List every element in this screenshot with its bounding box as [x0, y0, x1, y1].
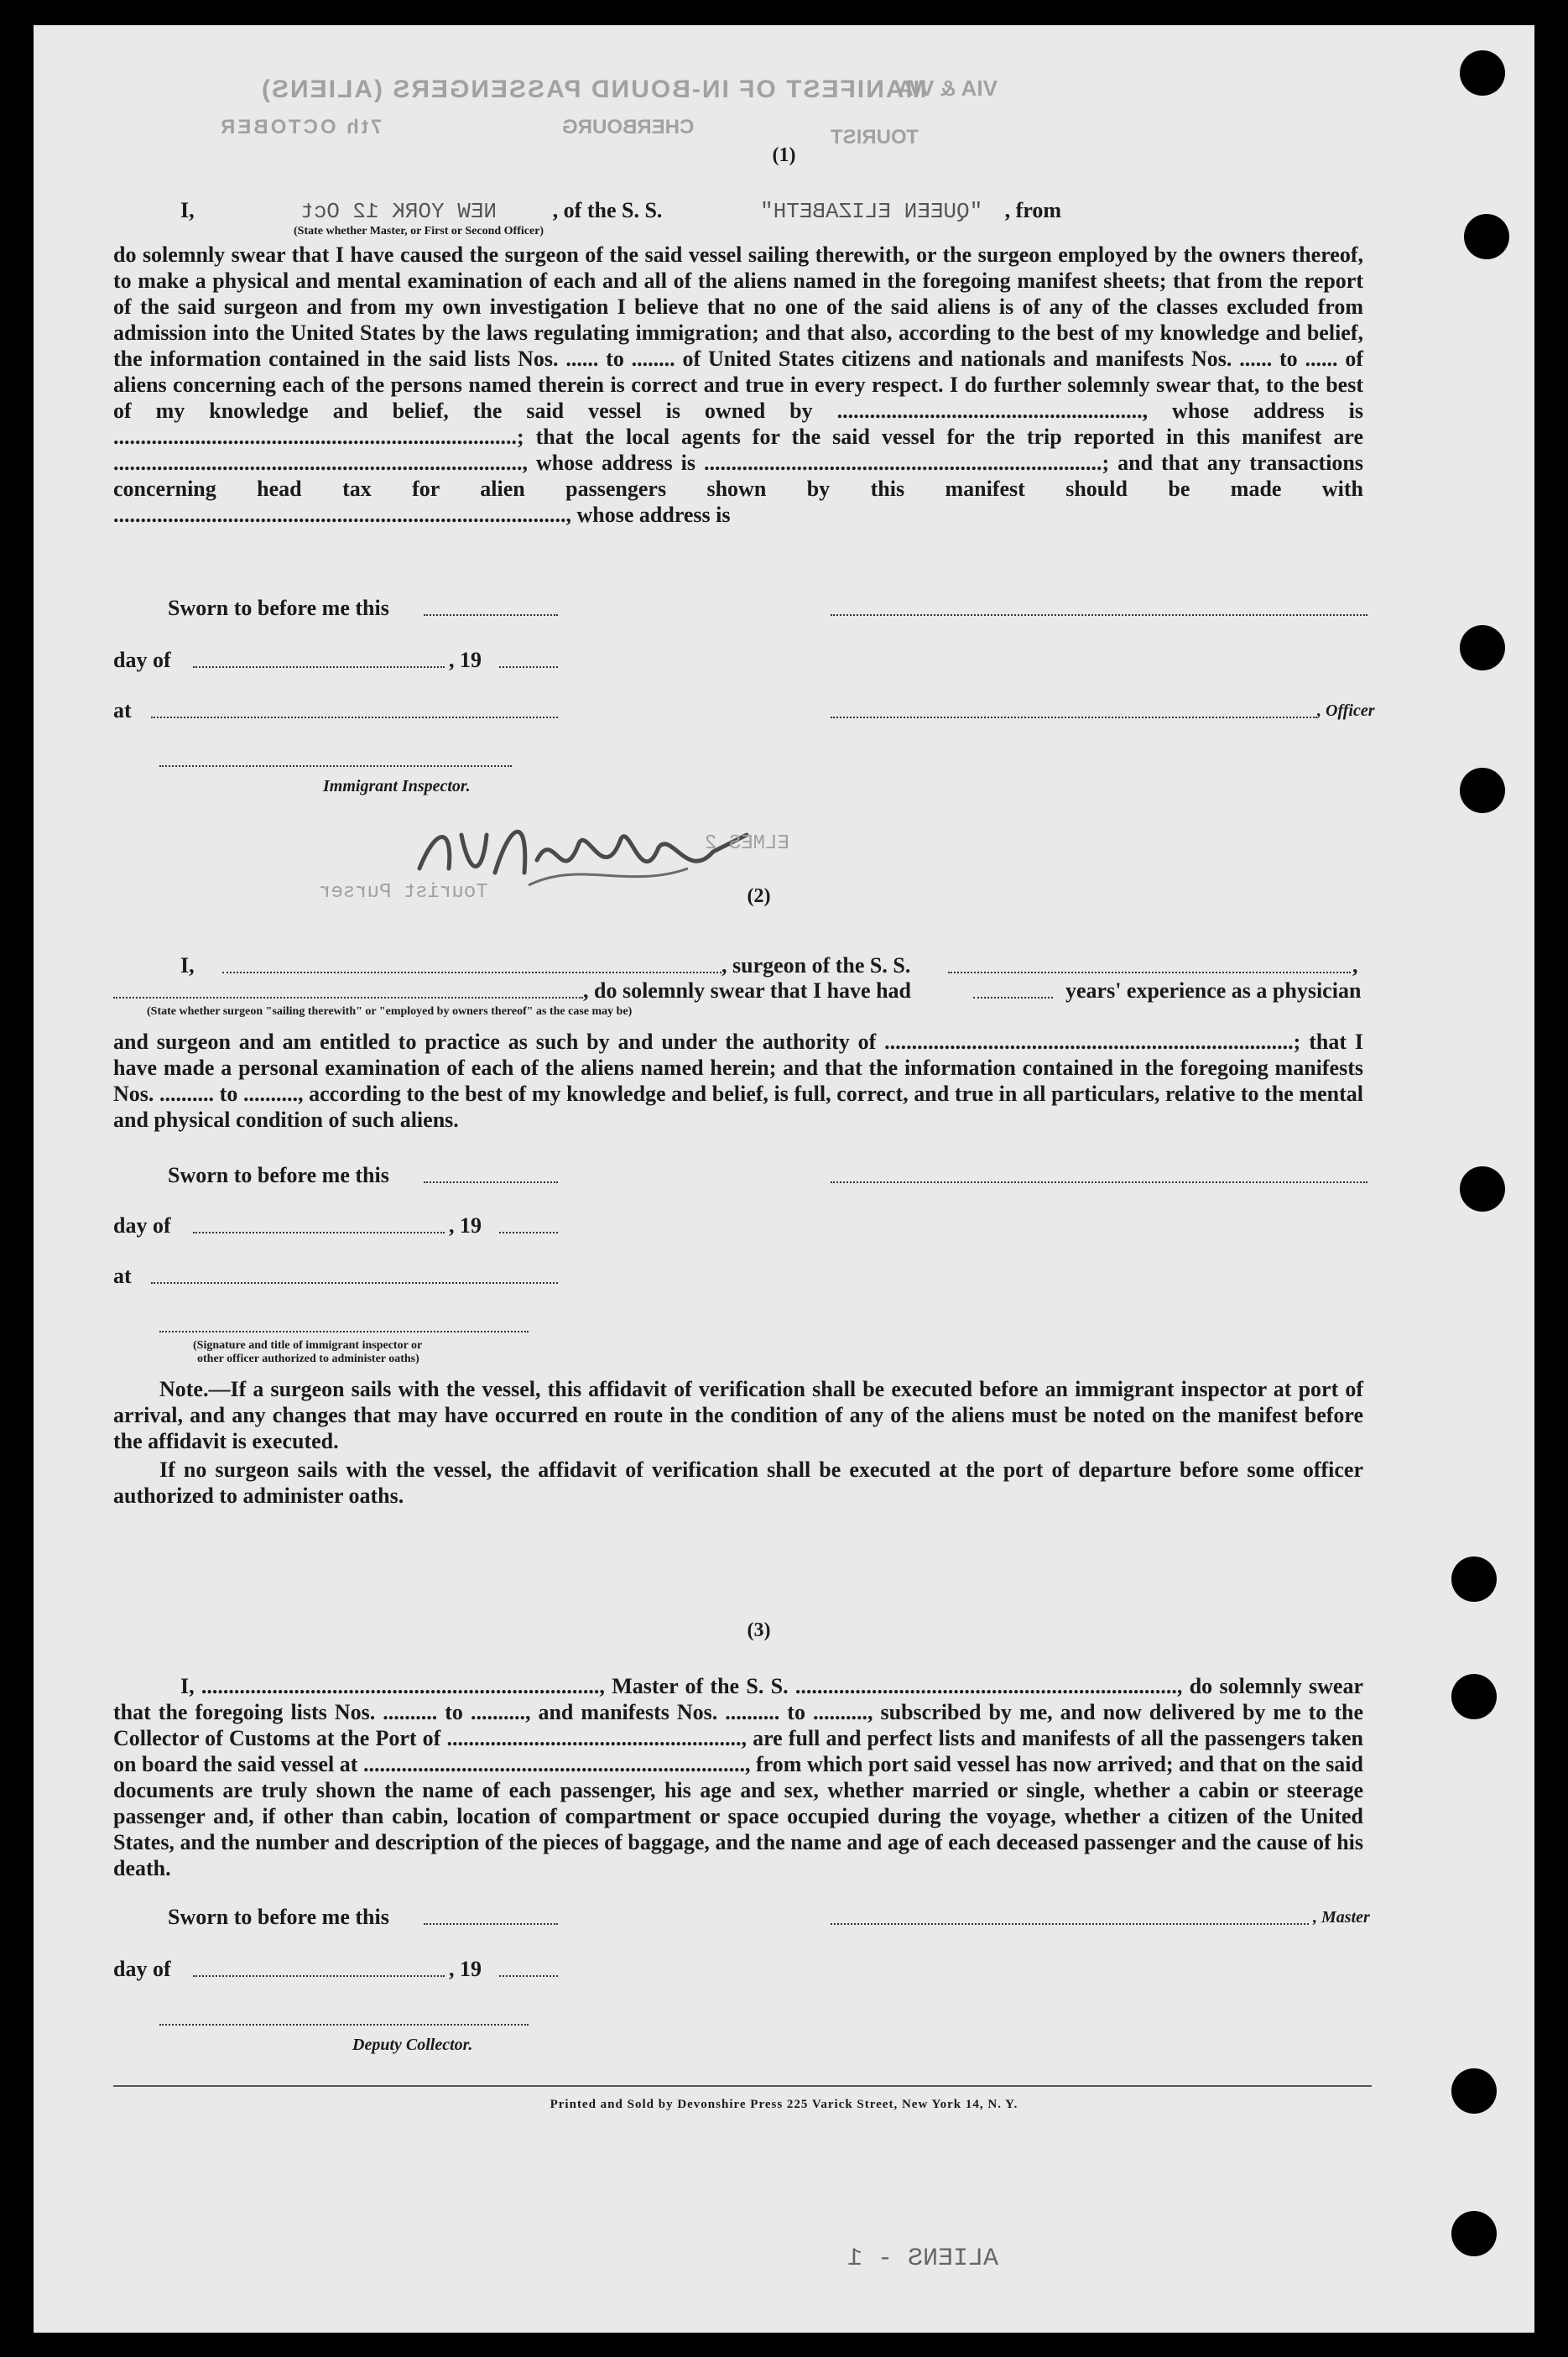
section-2-name-blank [222, 972, 721, 973]
section-2-swear: , do solemnly swear that I have had [583, 978, 912, 1003]
master-label: , Master [1313, 1908, 1370, 1927]
section-2-sig-note-1: (Signature and title of immigrant inspector or [193, 1339, 423, 1352]
section-2-note: (State whether surgeon "sailing therewith" or "employed by owners thereof" as the case may be) [147, 1005, 633, 1018]
section-2-i: I, [180, 953, 195, 978]
section-2-sworn-blank [424, 1181, 558, 1183]
officer-label: , Officer [1317, 701, 1375, 720]
section-2-body: and surgeon and am entitled to practice as such by and under the authority of ...........................................................................; that I have made a personal examination of each of the aliens named herein; and that the information contained in the foregoing manifests Nos. .......... to .........., according to the best of my knowledge and belief, is full, correct, and true in all particulars, relative to the mental and physical condition of such aliens. [113, 1030, 1363, 1132]
section-1-at: at [113, 698, 132, 722]
section-1-day-of: day of [113, 648, 171, 672]
section-1-day-blank [193, 666, 445, 668]
section-2-note-1: Note.—If a surgeon sails with the vessel, this affidavit of verification shall be executed before an immigrant inspector at port of arrival, and any changes that may have occurred en route in the condition of any of the aliens must be noted on the manifest before the affidavit is executed. [113, 1377, 1363, 1453]
header-port-from: CHERBOURG [562, 116, 695, 138]
section-1-nineteen: , 19 [449, 648, 482, 672]
of-ss-label: , of the S. S. [552, 198, 663, 222]
purser-title: Tourist Purser [319, 881, 488, 904]
section-3-nineteen: , 19 [449, 1957, 482, 1981]
sworn-day-blank [424, 614, 558, 616]
section-2-sig-note-2: other officer authorized to administer oaths) [197, 1353, 419, 1365]
master-line [831, 1923, 1309, 1925]
officer-line [831, 717, 1317, 718]
section-2-sworn: Sworn to before me this [168, 1163, 389, 1187]
section-1-line-1 [180, 198, 1061, 224]
punch-hole [1460, 1166, 1505, 1212]
inspector-label: Immigrant Inspector. [323, 777, 471, 795]
section-3-year-blank [499, 1975, 558, 1977]
section-1-number: (1) [772, 144, 796, 166]
section-2-years-blank [973, 997, 1053, 999]
header-date: 7th OCTOBER [218, 116, 383, 138]
punch-hole [1460, 625, 1505, 670]
printer-credit: Printed and Sold by Devonshire Press 225 Varick Street, New York 14, N. Y. [550, 2098, 1018, 2111]
i-label: I, [180, 198, 195, 222]
section-2-note-2: If no surgeon sails with the vessel, the affidavit of verification shall be executed at the port of departure before some officer authorized to administer oaths. [113, 1457, 1363, 1508]
punch-hole [1460, 50, 1505, 96]
header-stamp: VIA & VIA [898, 76, 998, 101]
section-2-at-blank [151, 1282, 558, 1284]
section-2-ship-blank [948, 972, 1351, 973]
section-2-day-of: day of [113, 1213, 171, 1238]
ship-name: "QUEEN ELIZABETH" [759, 199, 983, 224]
punch-hole [1451, 2068, 1497, 2114]
comma: , [1352, 953, 1358, 978]
bottom-stamp: ALIENS - 1 [847, 2245, 999, 2273]
section-1-body: do solemnly swear that I have caused the surgeon of the said vessel sailing therewith, or the surgeon employed by the owners thereof, to make a physical and mental examination of each and all of the aliens named in the foregoing manifest sheets; that from the report of the said surgeon and from my own investigation I believe that no one of the said aliens is of any of the classes excluded from admission into the United States by the laws regulating immigration; and that also, according to the best of my knowledge and belief, the information contained in the said lists Nos. ...... to ........ of United States citizens and nationals and manifests Nos. ...... to ...... of aliens concerning each of the persons named therein is correct and true in every respect. I do further solemnly swear that, to the best of my knowledge and belief, the said vessel is owned by ........................................................, whose address is ..........................................................................; that the local agents for the said vessel for the trip reported in this manifest are ..........................................................................., whose address is .........................................................................; and that any transactions concerning head tax for alien passengers shown by this manifest should be made with ..................................................................................., whose address is [113, 242, 1363, 527]
collector-line [159, 2024, 529, 2026]
section-3-day-of: day of [113, 1957, 171, 1981]
section-1-note: (State whether Master, or First or Second Officer) [294, 225, 544, 237]
section-2-surgeon-of: , surgeon of the S. S. [721, 953, 911, 978]
header-title: MANIFEST OF IN-BOUND PASSENGERS (ALIENS) [260, 76, 927, 103]
section-3-sworn: Sworn to before me this [168, 1905, 389, 1929]
manifest-page [34, 25, 1534, 2333]
section-3-body: I, ........................................................................., Master of the S. S. ......................................................................, do solemnly swear that the foregoing lists Nos. .......... to .........., and manifests Nos. .......... to .........., subscribed by me, and now delivered by me to the Collector of Customs at the Port of ......................................................, are full and perfect lists and manifests of all the passengers taken on board the said vessel at ......................................................................, from which port said vessel has now arrived; and that on the said documents are truly shown the name of each passenger, his age and sex, whether married or single, whether a cabin or steerage passenger and, if other than cabin, location of compartment or space occupied during the voyage, whether a citizen of the United States, and the number and description of the pieces of baggage, and the name and age of each deceased passenger and the cause of his death. [113, 1674, 1363, 1880]
punch-hole [1451, 1674, 1497, 1719]
punch-hole [1460, 768, 1505, 813]
section-3-day-blank [193, 1975, 445, 1977]
section-2-signature-line [831, 1181, 1367, 1183]
section-2-role-blank [113, 997, 583, 999]
section-2-year-blank [499, 1232, 558, 1233]
section-3-number: (3) [747, 1619, 771, 1641]
section-1-at-blank [151, 717, 558, 718]
section-2-inspector-line [159, 1331, 529, 1332]
section-2-years: years' experience as a physician [1065, 978, 1362, 1003]
section-1-signature-line [831, 614, 1367, 616]
section-1-sworn: Sworn to before me this [168, 596, 389, 620]
punch-hole [1451, 1557, 1497, 1602]
collector-label: Deputy Collector. [352, 2036, 473, 2054]
footer-rule [113, 2085, 1372, 2087]
section-2-nineteen: , 19 [449, 1213, 482, 1238]
section-2-at: at [113, 1264, 132, 1288]
from-label: , from [1004, 198, 1062, 222]
section-1-year-blank [499, 666, 558, 668]
punch-hole [1451, 2211, 1497, 2256]
section-3-sworn-blank [424, 1923, 558, 1925]
section-2-number: (2) [747, 885, 771, 907]
inspector-line [159, 765, 512, 767]
typed-place: NEW YORK 12 Oct [300, 199, 497, 224]
header-class: TOURIST [831, 126, 919, 149]
section-2-day-blank [193, 1232, 445, 1233]
punch-hole [1464, 214, 1509, 259]
purser-name: ELMES 2 [705, 832, 789, 855]
